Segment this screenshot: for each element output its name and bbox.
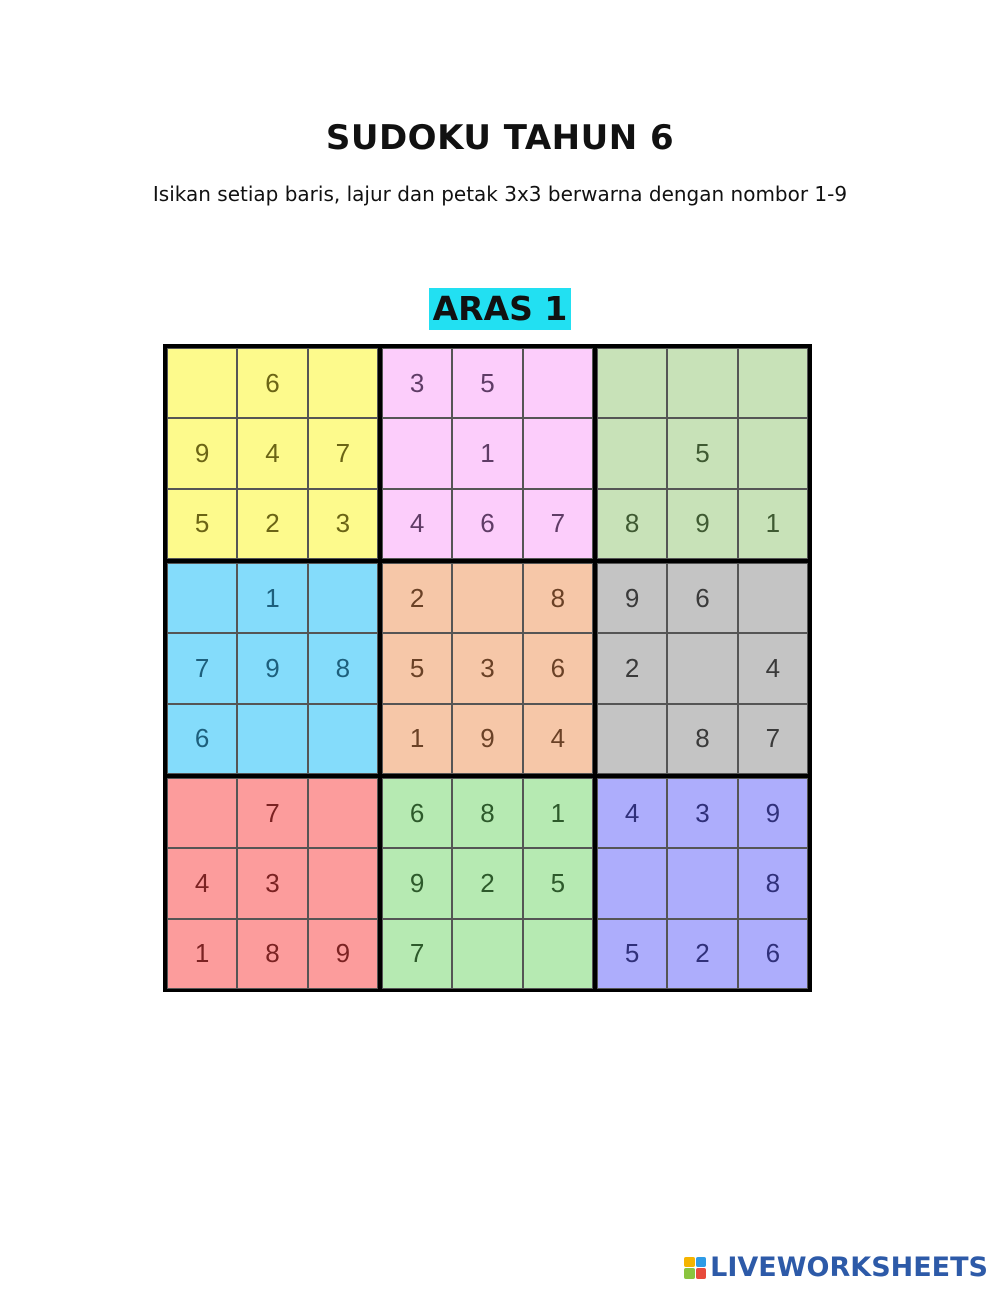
given-cell: 8 xyxy=(237,919,307,989)
empty-cell[interactable] xyxy=(738,563,808,633)
empty-cell[interactable] xyxy=(597,704,667,774)
empty-cell[interactable] xyxy=(523,919,593,989)
empty-cell[interactable] xyxy=(738,418,808,488)
given-cell: 5 xyxy=(667,418,737,488)
given-cell: 5 xyxy=(167,489,237,559)
empty-cell[interactable] xyxy=(167,778,237,848)
given-cell: 7 xyxy=(167,633,237,703)
logo-square-2 xyxy=(696,1257,707,1268)
given-cell: 9 xyxy=(452,704,522,774)
given-cell: 3 xyxy=(667,778,737,848)
empty-cell[interactable] xyxy=(167,348,237,418)
given-cell: 9 xyxy=(167,418,237,488)
given-cell: 4 xyxy=(597,778,667,848)
given-cell: 1 xyxy=(382,704,452,774)
given-cell: 9 xyxy=(738,778,808,848)
given-cell: 7 xyxy=(308,418,378,488)
given-cell: 8 xyxy=(738,848,808,918)
given-cell: 1 xyxy=(452,418,522,488)
given-cell: 6 xyxy=(738,919,808,989)
given-cell: 8 xyxy=(597,489,667,559)
empty-cell[interactable] xyxy=(452,563,522,633)
given-cell: 7 xyxy=(237,778,307,848)
given-cell: 2 xyxy=(237,489,307,559)
empty-cell[interactable] xyxy=(597,848,667,918)
given-cell: 3 xyxy=(308,489,378,559)
given-cell: 7 xyxy=(382,919,452,989)
given-cell: 7 xyxy=(523,489,593,559)
given-cell: 1 xyxy=(738,489,808,559)
liveworksheets-logo-icon xyxy=(684,1257,706,1279)
given-cell: 3 xyxy=(382,348,452,418)
given-cell: 4 xyxy=(167,848,237,918)
page-title: SUDOKU TAHUN 6 xyxy=(325,118,675,158)
given-cell: 8 xyxy=(308,633,378,703)
given-cell: 2 xyxy=(382,563,452,633)
given-cell: 5 xyxy=(523,848,593,918)
given-cell: 9 xyxy=(597,563,667,633)
given-cell: 8 xyxy=(667,704,737,774)
given-cell: 2 xyxy=(667,919,737,989)
given-cell: 6 xyxy=(452,489,522,559)
empty-cell[interactable] xyxy=(597,418,667,488)
given-cell: 1 xyxy=(523,778,593,848)
given-cell: 9 xyxy=(667,489,737,559)
instructions: Isikan setiap baris, lajur dan petak 3x3 berwarna dengan nombor 1-9 xyxy=(152,182,848,206)
empty-cell[interactable] xyxy=(308,348,378,418)
given-cell: 3 xyxy=(452,633,522,703)
given-cell: 5 xyxy=(452,348,522,418)
empty-cell[interactable] xyxy=(167,563,237,633)
given-cell: 6 xyxy=(167,704,237,774)
empty-cell[interactable] xyxy=(308,778,378,848)
empty-cell[interactable] xyxy=(452,919,522,989)
given-cell: 1 xyxy=(167,919,237,989)
empty-cell[interactable] xyxy=(308,704,378,774)
level-heading-container xyxy=(0,288,1000,330)
logo-square-3 xyxy=(684,1268,695,1279)
empty-cell[interactable] xyxy=(523,418,593,488)
given-cell: 6 xyxy=(523,633,593,703)
level-label: ARAS 1 xyxy=(429,288,572,330)
given-cell: 9 xyxy=(382,848,452,918)
given-cell: 4 xyxy=(738,633,808,703)
empty-cell[interactable] xyxy=(308,563,378,633)
given-cell: 4 xyxy=(382,489,452,559)
given-cell: 9 xyxy=(308,919,378,989)
brand-name: LIVEWORKSHEETS xyxy=(710,1252,988,1283)
given-cell: 6 xyxy=(382,778,452,848)
empty-cell[interactable] xyxy=(237,704,307,774)
given-cell: 5 xyxy=(597,919,667,989)
given-cell: 2 xyxy=(452,848,522,918)
given-cell: 2 xyxy=(597,633,667,703)
given-cell: 4 xyxy=(523,704,593,774)
brand-footer xyxy=(684,1252,988,1283)
empty-cell[interactable] xyxy=(597,348,667,418)
given-cell: 5 xyxy=(382,633,452,703)
given-cell: 8 xyxy=(523,563,593,633)
given-cell: 1 xyxy=(237,563,307,633)
given-cell: 4 xyxy=(237,418,307,488)
given-cell: 6 xyxy=(667,563,737,633)
given-cell: 8 xyxy=(452,778,522,848)
given-cell: 6 xyxy=(237,348,307,418)
empty-cell[interactable] xyxy=(308,848,378,918)
given-cell: 3 xyxy=(237,848,307,918)
given-cell: 9 xyxy=(237,633,307,703)
empty-cell[interactable] xyxy=(382,418,452,488)
empty-cell[interactable] xyxy=(738,348,808,418)
empty-cell[interactable] xyxy=(523,348,593,418)
empty-cell[interactable] xyxy=(667,848,737,918)
logo-square-4 xyxy=(696,1268,707,1279)
empty-cell[interactable] xyxy=(667,348,737,418)
empty-cell[interactable] xyxy=(667,633,737,703)
logo-square-1 xyxy=(684,1257,695,1268)
sudoku-grid xyxy=(163,344,812,992)
given-cell: 7 xyxy=(738,704,808,774)
